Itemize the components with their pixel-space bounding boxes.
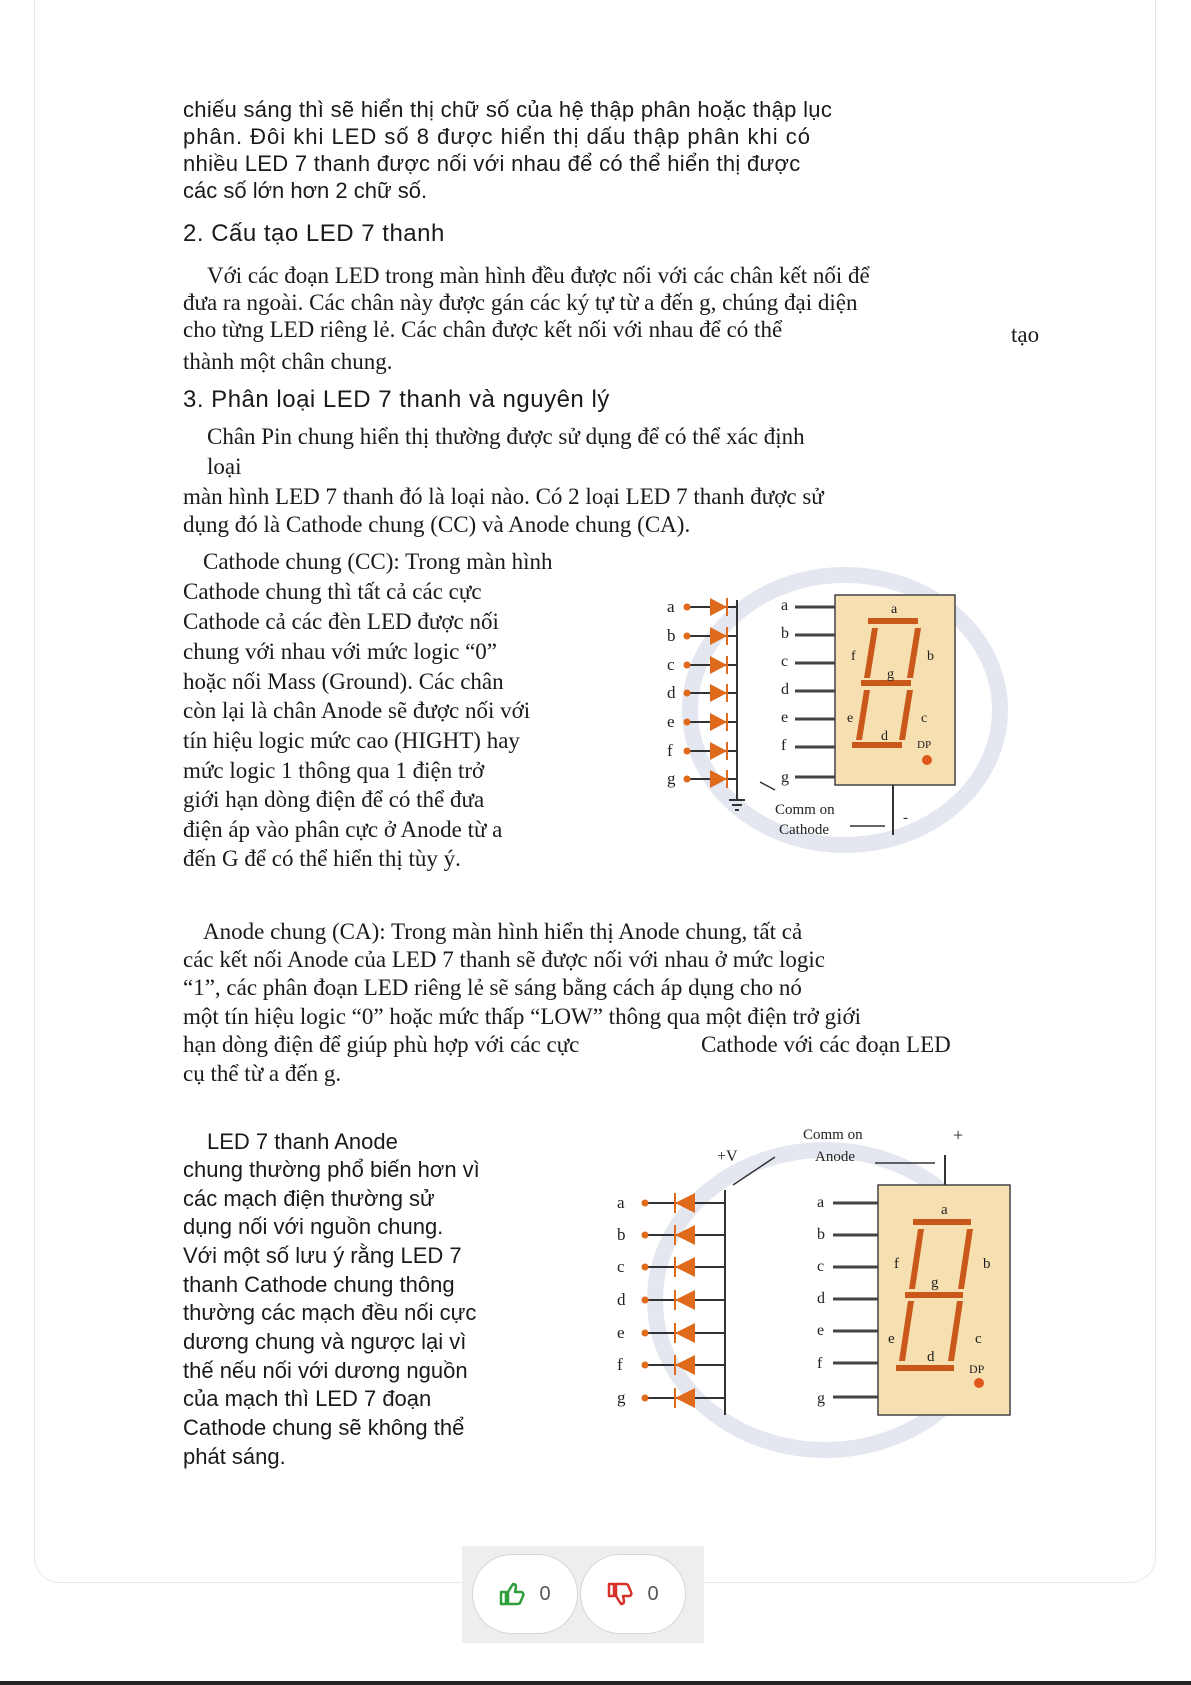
note-line-7: thường các mạch đều nối cực bbox=[183, 1300, 477, 1325]
intro-line-4: các số lớn hơn 2 chữ số. bbox=[183, 178, 428, 203]
cathode-line-2: Cathode chung thì tất cả các cực bbox=[183, 579, 482, 604]
ca-pin-label-d: d bbox=[617, 1290, 626, 1309]
dislike-button[interactable] bbox=[580, 1554, 686, 1634]
cathode-line-3: Cathode cả các đèn LED được nối bbox=[183, 609, 499, 634]
cc-conn-label-f: f bbox=[781, 737, 787, 754]
cc-seg-label-a: a bbox=[891, 602, 898, 617]
note-line-2: chung thường phổ biến hơn vì bbox=[183, 1157, 480, 1182]
like-count: 0 bbox=[539, 1582, 551, 1605]
cathode-line-7: tín hiệu logic mức cao (HIGHT) hay bbox=[183, 728, 520, 753]
anode-line-5: hạn dòng điện để giúp phù hợp với các cực bbox=[183, 1032, 580, 1057]
cc-conn-label-a: a bbox=[781, 597, 789, 614]
section3-line-2: loại bbox=[207, 454, 242, 479]
cc-pin-label-g: g bbox=[667, 769, 676, 788]
like-button[interactable] bbox=[472, 1554, 578, 1634]
ca-seg-label-b: b bbox=[983, 1256, 991, 1272]
section2-heading bbox=[183, 220, 445, 248]
cc-pin-label-e: e bbox=[667, 712, 675, 731]
vote-bar bbox=[462, 1546, 704, 1643]
cc-seg-label-f: f bbox=[851, 649, 856, 664]
cathode-line-5: hoặc nối Mass (Ground). Các chân bbox=[183, 669, 504, 694]
ca-pin-label-b: b bbox=[617, 1225, 626, 1244]
cc-display-labels bbox=[781, 597, 789, 786]
cc-conn-label-c: c bbox=[781, 653, 789, 670]
ca-seg-label-c: c bbox=[975, 1331, 982, 1347]
ca-seg-label-a: a bbox=[941, 1202, 948, 1218]
ca-conn-label-g: g bbox=[817, 1390, 825, 1407]
ca-pin-label-a: a bbox=[617, 1193, 625, 1212]
cc-dp-label: DP bbox=[917, 739, 932, 751]
cathode-line-8: mức logic 1 thông qua 1 điện trở bbox=[183, 758, 485, 783]
cc-pin-leads bbox=[795, 607, 835, 777]
note-line-9: thế nếu nối với dương nguồn bbox=[183, 1358, 468, 1383]
cc-conn-label-d: d bbox=[781, 681, 789, 698]
ca-seg-label-d: d bbox=[927, 1349, 935, 1365]
ca-conn-label-d: d bbox=[817, 1290, 825, 1307]
thumbs-down-icon bbox=[607, 1582, 633, 1606]
cathode-line-9: giới hạn dòng điện để có thể đưa bbox=[183, 787, 485, 812]
cc-pin-label-a: a bbox=[667, 597, 675, 616]
anode-line-4: một tín hiệu logic “0” hoặc mức thấp “LOW” thông qua một điện trở giới bbox=[183, 1004, 862, 1029]
note-line-12: phát sáng. bbox=[183, 1444, 286, 1469]
cc-common-label-2: Cathode bbox=[779, 822, 829, 838]
cc-minus-label: - bbox=[903, 810, 908, 826]
intro-line-3: nhiều LED 7 thanh được nối với nhau để có thể hiển thị được bbox=[183, 151, 801, 176]
ca-common-label-1: Comm on bbox=[803, 1127, 863, 1143]
anode-line-5-tail: Cathode với các đoạn LED bbox=[701, 1032, 951, 1057]
thumbs-up-icon bbox=[499, 1582, 525, 1606]
ca-pin-leads bbox=[833, 1203, 878, 1397]
ca-pin-label-c: c bbox=[617, 1257, 625, 1276]
cathode-line-10: điện áp vào phân cực ở Anode từ a bbox=[183, 817, 503, 842]
cc-conn-label-b: b bbox=[781, 625, 789, 642]
note-line-8: dương chung và ngược lại vì bbox=[183, 1329, 467, 1354]
anode-line-1: Anode chung (CA): Trong màn hình hiển thị Anode chung, tất cả bbox=[203, 919, 803, 944]
anode-line-6: cụ thể từ a đến g. bbox=[183, 1061, 342, 1086]
note-line-5: Với một số lưu ý rằng LED 7 bbox=[183, 1243, 462, 1268]
ca-seg-label-e: e bbox=[888, 1331, 895, 1347]
ca-plus-label: + bbox=[953, 1125, 964, 1145]
note-line-1: LED 7 thanh Anode bbox=[207, 1129, 398, 1154]
cc-pin-labels bbox=[667, 597, 676, 788]
ca-pin-labels bbox=[617, 1193, 626, 1407]
cc-pin-label-c: c bbox=[667, 655, 675, 674]
anode-line-3: “1”, các phân đoạn LED riêng lẻ sẽ sáng bằng cách áp dụng cho nó bbox=[183, 975, 802, 1000]
cathode-line-11: đến G để có thể hiển thị tùy ý. bbox=[183, 846, 461, 871]
cc-dp-dot bbox=[922, 755, 932, 765]
ca-conn-label-f: f bbox=[817, 1355, 823, 1372]
cathode-line-6: còn lại là chân Anode sẽ được nối với bbox=[183, 698, 531, 723]
section2-line-4: thành một chân chung. bbox=[183, 349, 393, 374]
note-line-4: dụng nối với nguồn chung. bbox=[183, 1214, 444, 1239]
cc-seg-label-e: e bbox=[847, 711, 854, 726]
section3-line-4: dụng đó là Cathode chung (CC) và Anode chung (CA). bbox=[183, 512, 691, 537]
section2-line-3: cho từng LED riêng lẻ. Các chân được kết nối với nhau để có thể bbox=[183, 317, 783, 342]
ca-conn-label-c: c bbox=[817, 1258, 825, 1275]
cathode-line-1: Cathode chung (CC): Trong màn hình bbox=[203, 549, 553, 574]
anode-line-2: các kết nối Anode của LED 7 thanh sẽ được nối với nhau ở mức logic bbox=[183, 947, 826, 972]
ca-seg-label-g: g bbox=[931, 1275, 939, 1291]
note-line-10: của mạch thì LED 7 đoạn bbox=[183, 1386, 432, 1411]
section2-line-3-tail: tạo bbox=[1011, 322, 1040, 347]
cathode-line-4: chung với nhau với mức logic “0” bbox=[183, 639, 497, 664]
cc-pin-label-b: b bbox=[667, 626, 676, 645]
section3-line-3: màn hình LED 7 thanh đó là loại nào. Có 2 loại LED 7 thanh được sử bbox=[183, 484, 824, 509]
cc-pin-label-d: d bbox=[667, 683, 676, 702]
cc-common-label-1: Comm on bbox=[775, 802, 835, 818]
cc-seg-label-c: c bbox=[921, 711, 928, 726]
ca-seg-label-f: f bbox=[894, 1256, 899, 1272]
cc-pin-label-f: f bbox=[667, 741, 673, 760]
section2-line-1: Với các đoạn LED trong màn hình đều được nối với các chân kết nối để bbox=[207, 263, 870, 288]
common-anode-diagram bbox=[605, 1125, 1045, 1475]
section3-line-1: Chân Pin chung hiển thị thường được sử dụng để có thể xác định bbox=[207, 424, 805, 449]
ca-common-label-2: Anode bbox=[815, 1149, 855, 1165]
intro-line-2: phân. Đôi khi LED số 8 được hiển thị dấu thập phân khi có bbox=[183, 124, 811, 149]
dislike-count: 0 bbox=[647, 1582, 659, 1605]
section2-heading-num: 2. bbox=[183, 220, 205, 247]
note-line-3: các mạch điện thường sử bbox=[183, 1186, 435, 1211]
section3-heading: 3. Phân loại LED 7 thanh và nguyên lý bbox=[183, 386, 610, 413]
ca-display-labels bbox=[817, 1194, 825, 1407]
ca-dp-dot bbox=[974, 1378, 984, 1388]
intro-line-1: chiếu sáng thì sẽ hiển thị chữ số của hệ thập phân hoặc thập lục bbox=[183, 97, 833, 122]
ca-vplus-label: +V bbox=[717, 1148, 738, 1165]
note-line-11: Cathode chung sẽ không thể bbox=[183, 1415, 465, 1440]
cc-conn-label-e: e bbox=[781, 709, 789, 726]
ca-dp-label: DP bbox=[969, 1362, 985, 1376]
cc-seg-label-d: d bbox=[881, 729, 888, 744]
ca-conn-label-a: a bbox=[817, 1194, 825, 1211]
ca-pin-label-g: g bbox=[617, 1388, 626, 1407]
cc-conn-label-g: g bbox=[781, 769, 789, 786]
ca-pin-label-e: e bbox=[617, 1323, 625, 1342]
cc-seg-label-b: b bbox=[927, 649, 934, 664]
ca-conn-label-b: b bbox=[817, 1226, 825, 1243]
ca-pin-label-f: f bbox=[617, 1355, 623, 1374]
cc-seg-label-g: g bbox=[887, 667, 894, 682]
common-cathode-diagram bbox=[655, 560, 1035, 860]
ca-conn-label-e: e bbox=[817, 1322, 825, 1339]
footer-divider bbox=[0, 1681, 1191, 1685]
section2-line-2: đưa ra ngoài. Các chân này được gán các ký tự từ a đến g, chúng đại diện bbox=[183, 290, 858, 315]
note-line-6: thanh Cathode chung thông bbox=[183, 1272, 455, 1297]
section2-heading-text: Cấu tạo LED 7 thanh bbox=[211, 220, 445, 247]
